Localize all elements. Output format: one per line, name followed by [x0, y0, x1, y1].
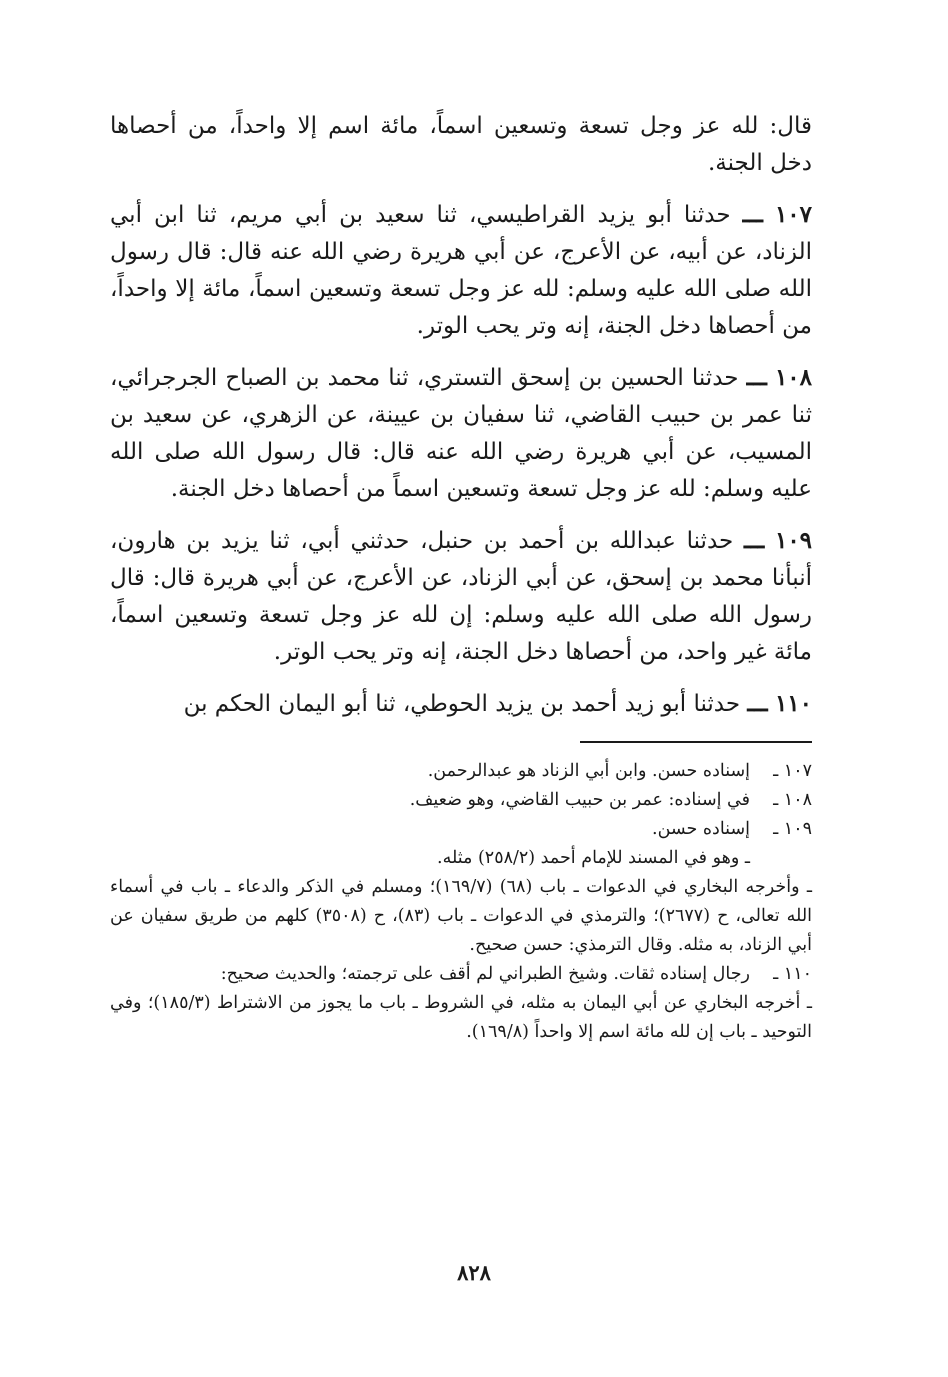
footnote-108	[110, 786, 812, 815]
hadith-109	[110, 522, 812, 671]
footnote-text: إسناده حسن.	[652, 819, 750, 839]
footnote-text: رجال إسناده ثقات. وشيخ الطبراني لم أقف على ترجمته؛ والحديث صحيح:	[220, 964, 750, 984]
footnote-text: في إسناده: عمر بن حبيب القاضي، وهو ضعيف.	[409, 790, 750, 810]
hadith-text: حدثنا عبدالله بن أحمد بن حنبل، حدثني أبي، ثنا يزيد بن هارون، أنبأنا محمد بن إسحق، عن أبي الزناد، عن الأعرج، عن أبي هريرة قال: قال رسول الله صلى الله عليه وسلم: إن لله عز وجل تسعة وتسعين اسماً، مائة غير واحد، من أحصاها دخل الجنة، إنه وتر يحب الوتر.	[110, 528, 812, 665]
paragraph-text: قال: لله عز وجل تسعة وتسعين اسماً، مائة اسم إلا واحداً، من أحصاها دخل الجنة.	[110, 113, 812, 176]
footnote-number: ١٠٩ ـ	[773, 819, 812, 839]
number-dash: ـــ	[744, 527, 765, 554]
footnote-107	[110, 757, 812, 786]
hadith-107	[110, 196, 812, 345]
page-body	[110, 108, 812, 1047]
hadith-108	[110, 359, 812, 508]
hadith-number: ١٠٨	[774, 364, 812, 391]
hadith-text: حدثنا أبو يزيد القراطيسي، ثنا سعيد بن أبي مريم، ثنا ابن أبي الزناد، عن أبيه، عن الأعرج، عن أبي هريرة رضي الله عنه قال: قال رسول الله صلى الله عليه وسلم: لله عز وجل تسعة وتسعين اسماً، مائة إلا واحداً، من أحصاها دخل الجنة، إنه وتر يحب الوتر.	[110, 202, 812, 339]
footnote-109	[110, 815, 812, 844]
footnote-110	[110, 960, 812, 989]
hadith-text: حدثنا أبو زيد أحمد بن يزيد الحوطي، ثنا أبو اليمان الحكم بن	[183, 691, 741, 717]
footnote-divider	[580, 741, 812, 743]
footnotes	[110, 757, 812, 1047]
number-dash: ـــ	[746, 364, 767, 391]
footnote-number: ١٠٧ ـ	[773, 761, 812, 781]
footnote-110-bukhari: ـ أخرجه البخاري عن أبي اليمان به مثله، في الشروط ـ باب ما يجوز من الاشتراط (١٨٥/٣)؛ وفي التوحيد ـ باب إن لله مائة اسم إلا واحداً (١٦٩/٨).	[110, 993, 812, 1042]
main-text	[110, 108, 812, 723]
number-dash: ـــ	[742, 201, 763, 228]
hadith-number: ١٠٧	[774, 201, 812, 228]
footnote-109-bukhari: ـ وأخرجه البخاري في الدعوات ـ باب (٦٨) (١٦٩/٧)؛ ومسلم في الذكر والدعاء ـ باب في أسماء الله تعالى، ح (٢٦٧٧)؛ والترمذي في الدعوات ـ باب (٨٣)، ح (٣٥٠٨) كلهم من طريق سفيان عن أبي الزناد، به مثله. وقال الترمذي: حسن صحيح.	[110, 877, 813, 955]
footnote-text: إسناده حسن. وابن أبي الزناد هو عبدالرحمن.	[427, 761, 750, 781]
hadith-number: ١١٠	[774, 690, 812, 717]
footnote-109-musnad: ـ وهو في المسند للإمام أحمد (٢٥٨/٢) مثله.	[437, 848, 750, 868]
hadith-number: ١٠٩	[774, 527, 813, 554]
page-number: ٨٢٨	[457, 1260, 491, 1285]
paragraph-continuation	[110, 108, 812, 182]
footnote-number: ١١٠ ـ	[773, 964, 812, 984]
footnote-number: ١٠٨ ـ	[773, 790, 812, 810]
number-dash: ـــ	[747, 690, 768, 717]
hadith-110	[110, 685, 812, 723]
hadith-text: حدثنا الحسين بن إسحق التستري، ثنا محمد بن الصباح الجرجرائي، ثنا عمر بن حبيب القاضي، ثنا سفيان بن عيينة، عن الزهري، عن سعيد بن المسيب، عن أبي هريرة رضي الله عنه قال: قال رسول الله صلى الله عليه وسلم: لله عز وجل تسعة وتسعين اسماً من أحصاها دخل الجنة.	[110, 365, 812, 502]
